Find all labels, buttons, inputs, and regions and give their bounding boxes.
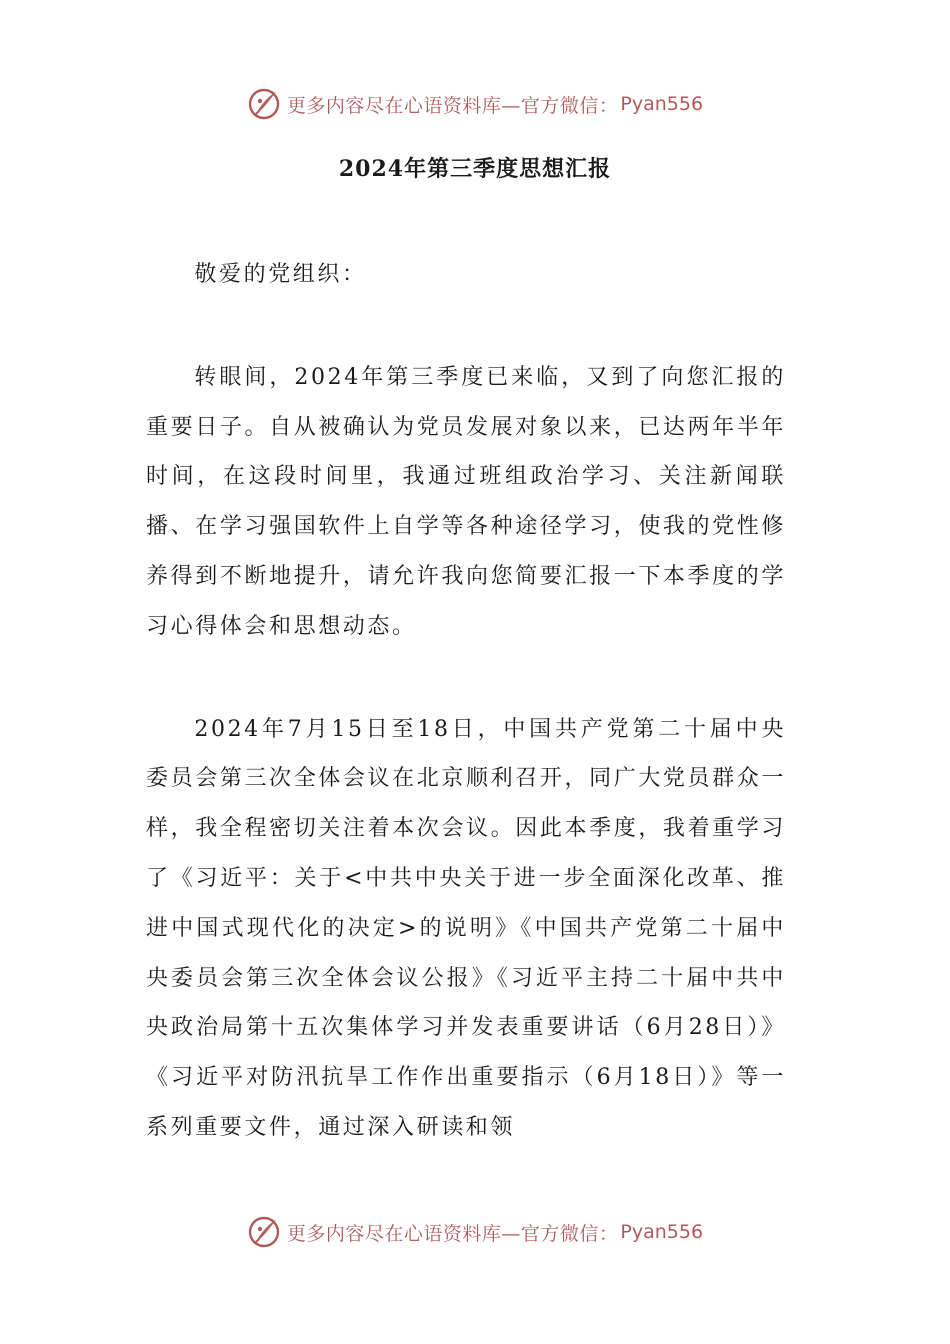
watermark-wechat-id: Pyan556 bbox=[620, 1221, 704, 1243]
document-title: 2024年第三季度思想汇报 bbox=[338, 156, 612, 182]
watermark-wechat-id: Pyan556 bbox=[620, 93, 704, 115]
quill-pen-logo-icon bbox=[247, 1215, 281, 1249]
watermark-text: 更多内容尽在心语资料库—官方微信： bbox=[286, 94, 619, 117]
paragraph-1: 转眼间，2024年第三季度已来临，又到了向您汇报的重要日子。自从被确认为党员发展对象以来，已达两年半年时间，在这段时间里，我通过班组政治学习、关注新闻联播、在学习强国软件上自学等各种途径学习，使我的党性修养得到不断地提升，请允许我向您简要汇报一下本季度的学习心得体会和思想动态。 bbox=[146, 364, 786, 639]
header-watermark bbox=[0, 84, 950, 124]
salutation: 敬爱的党组织： bbox=[194, 262, 367, 287]
document-body bbox=[146, 250, 786, 1153]
quill-pen-logo-icon bbox=[247, 87, 281, 121]
footer-watermark bbox=[0, 1212, 950, 1252]
watermark-text: 更多内容尽在心语资料库—官方微信： bbox=[286, 1222, 619, 1245]
paragraph-2: 2024年7月15日至18日，中国共产党第二十届中央委员会第三次全体会议在北京顺利召开，同广大党员群众一样，我全程密切关注着本次会议。因此本季度，我着重学习了《习近平：关于<中共中央关于进一步全面深化改革、推进中国式现代化的决定>的说明》《中国共产党第二十届中央委员会第三次全体会议公报》《习近平主持二十届中共中央政治局第十五次集体学习并发表重要讲话（6月28日）》《习近平对防汛抗旱工作作出重要指示（6月18日）》等一系列重要文件，通过深入研读和领 bbox=[146, 716, 786, 1140]
